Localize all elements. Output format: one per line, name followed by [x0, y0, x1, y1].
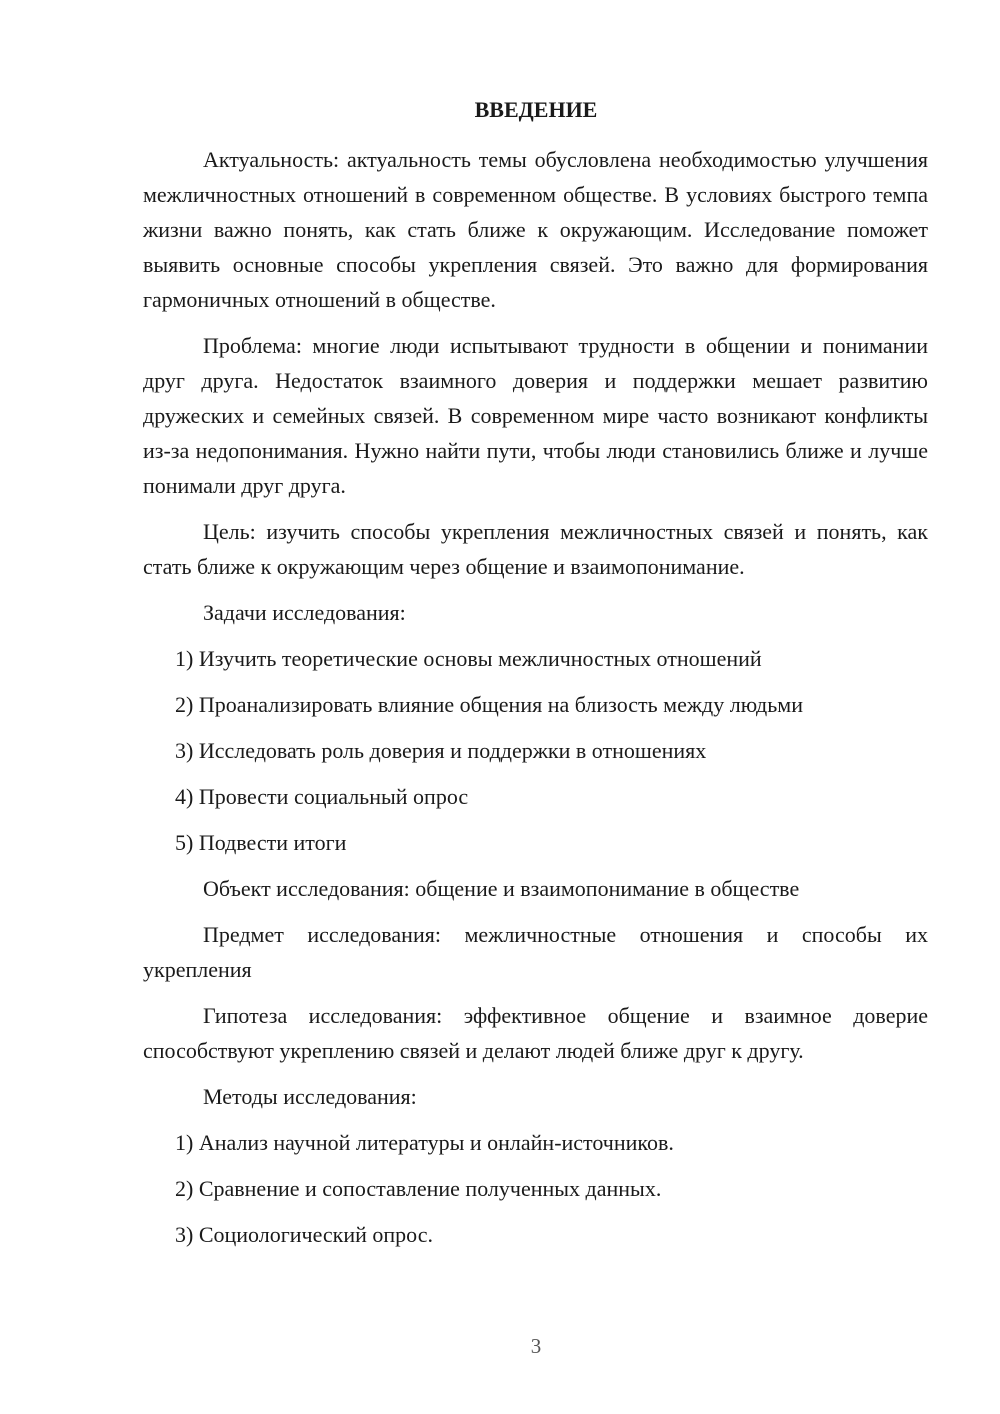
method-item: 1) Анализ научной литературы и онлайн-источников. [175, 1130, 674, 1155]
tasks-list [143, 641, 928, 860]
page-body [143, 142, 928, 1263]
task-item: 2) Проанализировать влияние общения на близость между людьми [175, 692, 803, 717]
subject-paragraph: Предмет исследования: межличностные отношения и способы их укрепления [143, 922, 928, 982]
task-item: 4) Провести социальный опрос [175, 784, 469, 809]
task-item: 1) Изучить теоретические основы межличностных отношений [175, 646, 762, 671]
task-item: 5) Подвести итоги [175, 830, 347, 855]
methods-heading: Методы исследования: [203, 1084, 417, 1109]
method-item: 2) Сравнение и сопоставление полученных данных. [175, 1176, 662, 1201]
page-title: ВВЕДЕНИЕ [474, 97, 598, 122]
task-item: 3) Исследовать роль доверия и поддержки в отношениях [175, 738, 707, 763]
method-item: 3) Социологический опрос. [175, 1222, 433, 1247]
hypothesis-paragraph: Гипотеза исследования: эффективное общение и взаимное доверие способствуют укреплению связей и делают людей ближе друг к другу. [143, 1003, 928, 1063]
methods-list [143, 1125, 928, 1252]
object-paragraph: Объект исследования: общение и взаимопонимание в обществе [203, 876, 800, 901]
relevance-paragraph: Актуальность: актуальность темы обусловлена необходимостью улучшения межличностных отношений в современном обществе. В условиях быстрого темпа жизни важно понять, как стать ближе к окружающим. Исследование поможет выявить основные способы укрепления связей. Это важно для формирования гармоничных отношений в обществе. [143, 147, 928, 312]
tasks-heading: Задачи исследования: [203, 600, 406, 625]
page-number: 3 [530, 1334, 542, 1358]
goal-paragraph: Цель: изучить способы укрепления межличностных связей и понять, как стать ближе к окружающим через общение и взаимопонимание. [143, 519, 928, 579]
problem-paragraph: Проблема: многие люди испытывают трудности в общении и понимании друг друга. Недостаток взаимного доверия и поддержки мешает развитию дружеских и семейных связей. В современном мире часто возникают конфликты из-за недопонимания. Нужно найти пути, чтобы люди становились ближе и лучше понимали друг друга. [143, 333, 928, 498]
